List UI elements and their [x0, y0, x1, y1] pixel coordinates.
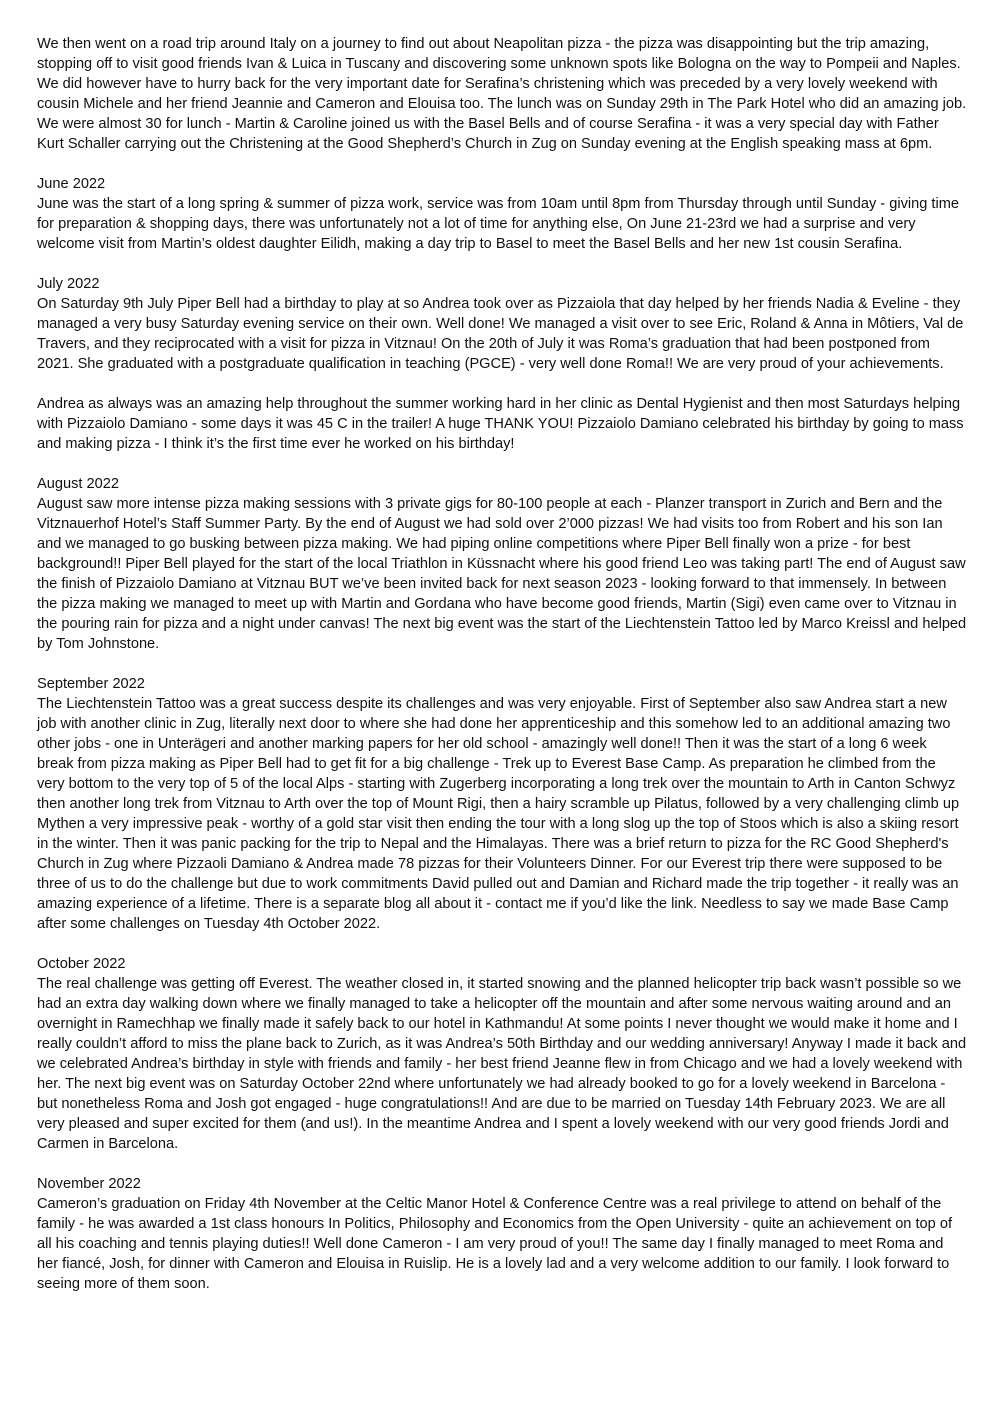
august-section — [37, 474, 967, 654]
june-paragraph: June was the start of a long spring & summer of pizza work, service was from 10am until 8pm from Thursday through until Sunday - giving time for preparation & shopping days, there was unfortunately not a lot of time for anything else, On June 21-23rd we had a surprise and very welcome visit from Martin’s oldest daughter Eilidh, making a day trip to Basel to meet the Basel Bells and her new 1st cousin Serafina. — [37, 196, 959, 252]
july-paragraph-2: Andrea as always was an amazing help throughout the summer working hard in her clinic as Dental Hygienist and then most Saturdays helping with Pizzaiolo Damiano - some days it was 45 C in the trailer! A huge THANK YOU! Pizzaiolo Damiano celebrated his birthday by going to mass and making pizza - I think it’s the first time ever he worked on his birthday! — [37, 396, 964, 452]
october-heading: October 2022 — [37, 956, 126, 972]
july-heading: July 2022 — [37, 276, 100, 292]
intro-paragraph-italy: We then went on a road trip around Italy on a journey to find out about Neapolitan pizza - the pizza was disappointing but the trip amazing, stopping off to visit good friends Ivan & Luica in Tuscany and discovering some unknown spots like Bologna on the way to Pompeii and Naples. — [37, 36, 961, 72]
june-section — [37, 174, 967, 254]
document-page — [37, 34, 967, 1294]
june-heading: June 2022 — [37, 176, 106, 192]
september-section — [37, 674, 967, 934]
intro-section — [37, 34, 967, 154]
july-section — [37, 274, 967, 454]
intro-paragraph-christening: We did however have to hurry back for the very important date for Serafina’s christening which was preceded by a very lovely weekend with cousin Michele and her friend Jeannie and Cameron and Elouisa too. The lunch was on Sunday 29th in The Park Hotel who did an amazing job. We were almost 30 for lunch - Martin & Caroline joined us with the Basel Bells and of course Serafina - it was a very special day with Father Kurt Schaller carrying out the Christening at the Good Shepherd’s Church in Zug on Sunday evening at the English speaking mass at 6pm. — [37, 76, 967, 152]
august-paragraph: August saw more intense pizza making sessions with 3 private gigs for 80-100 people at each - Planzer transport in Zurich and Bern and the Vitznauerhof Hotel’s Staff Summer Party. By the end of August we had sold over 2’000 pizzas! We had visits too from Robert and his son Ian and we managed to go busking between pizza making. We had piping online competitions where Piper Bell finally won a prize - for best background!! Piper Bell played for the start of the local Triathlon in Küssnacht where his good friend Leo was taking part! The end of August saw the finish of Pizzaiolo Damiano at Vitznau BUT we’ve been invited back for next season 2023 - looking forward to that immensely. In between the pizza making we managed to meet up with Martin and Gordana who have become good friends, Martin (Sigi) even came over to Vitznau in the pouring rain for pizza and a night under canvas! The next big event was the start of the Liechtenstein Tattoo led by Marco Kreissl and helped by Tom Johnstone. — [37, 496, 967, 652]
october-paragraph: The real challenge was getting off Everest. The weather closed in, it started snowing and the planned helicopter trip back wasn’t possible so we had an extra day walking down where we finally managed to take a helicopter off the mountain and after some nervous waiting around and an overnight in Ramechhap we finally made it safely back to our hotel in Kathmandu! At some points I never thought we would make it home and I really couldn’t afford to miss the plane back to Zurich, as it was Andrea’s 50th Birthday and our wedding anniversary! Anyway I made it back and we celebrated Andrea’s birthday in style with friends and family - her best friend Jeanne flew in from Chicago and we had a lovely weekend with her. The next big event was on Saturday October 22nd where unfortunately we had already booked to go for a lovely weekend in Barcelona - but nonetheless Roma and Josh got engaged - huge congratulations!! And are due to be married on Tuesday 14th February 2023. We are all very pleased and super excited for them (and us!). In the meantime Andrea and I spent a lovely weekend with our very good friends Jordi and Carmen in Barcelona. — [37, 976, 967, 1152]
august-heading: August 2022 — [37, 476, 119, 492]
october-section — [37, 954, 967, 1154]
november-section — [37, 1174, 967, 1294]
september-paragraph: The Liechtenstein Tattoo was a great success despite its challenges and was very enjoyable. First of September also saw Andrea start a new job with another clinic in Zug, literally next door to where she had done her apprenticeship and this somehow led to an additional amazing two other jobs - one in Unterägeri and another marking papers for her old school - amazingly well done!! Then it was the start of a long 6 week break from pizza making as Piper Bell had to get fit for a big challenge - Trek up to Everest Base Camp. As preparation he climbed from the very bottom to the very top of 5 of the local Alps - starting with Zugerberg incorporating a long trek over the mountain to Arth in Canton Schwyz then another long trek from Vitznau to Arth over the top of Mount Rigi, then a hairy scramble up Pilatus, followed by a very challenging climb up Mythen a very impressive peak - worthy of a gold star visit then ending the tour with a long slog up the top of Stoos which is also a skiing resort in the winter. Then it was panic packing for the trip to Nepal and the Himalayas. There was a brief return to pizza for the RC Good Shepherd's Church in Zug where Pizzaoli Damiano & Andrea made 78 pizzas for their Volunteers Dinner. For our Everest trip there were supposed to be three of us to do the challenge but due to work commitments David pulled out and Damian and Richard made the trip together - it really was an amazing experience of a lifetime. There is a separate blog all about it - contact me if you’d like the link. Needless to say we made Base Camp after some challenges on Tuesday 4th October 2022. — [37, 696, 960, 932]
november-heading: November 2022 — [37, 1176, 141, 1192]
september-heading: September 2022 — [37, 676, 145, 692]
july-paragraph-1: On Saturday 9th July Piper Bell had a birthday to play at so Andrea took over as Pizzaiola that day helped by her friends Nadia & Eveline - they managed a very busy Saturday evening service on their own. Well done! We managed a visit over to see Eric, Roland & Anna in Môtiers, Val de Travers, and they reciprocated with a visit for pizza in Vitznau! On the 20th of July it was Roma’s graduation that had been postponed from 2021. She graduated with a postgraduate qualification in teaching (PGCE) - very well done Roma!! We are very proud of your achievements. — [37, 296, 964, 372]
november-paragraph: Cameron’s graduation on Friday 4th November at the Celtic Manor Hotel & Conference Centre was a real privilege to attend on behalf of the family - he was awarded a 1st class honours In Politics, Philosophy and Economics from the Open University - quite an achievement on top of all his coaching and tennis playing duties!! Well done Cameron - I am very proud of you!! The same day I finally managed to meet Roma and her fiancé, Josh, for dinner with Cameron and Elouisa in Ruislip. He is a lovely lad and a very welcome addition to our family. I look forward to seeing more of them soon. — [37, 1196, 952, 1292]
